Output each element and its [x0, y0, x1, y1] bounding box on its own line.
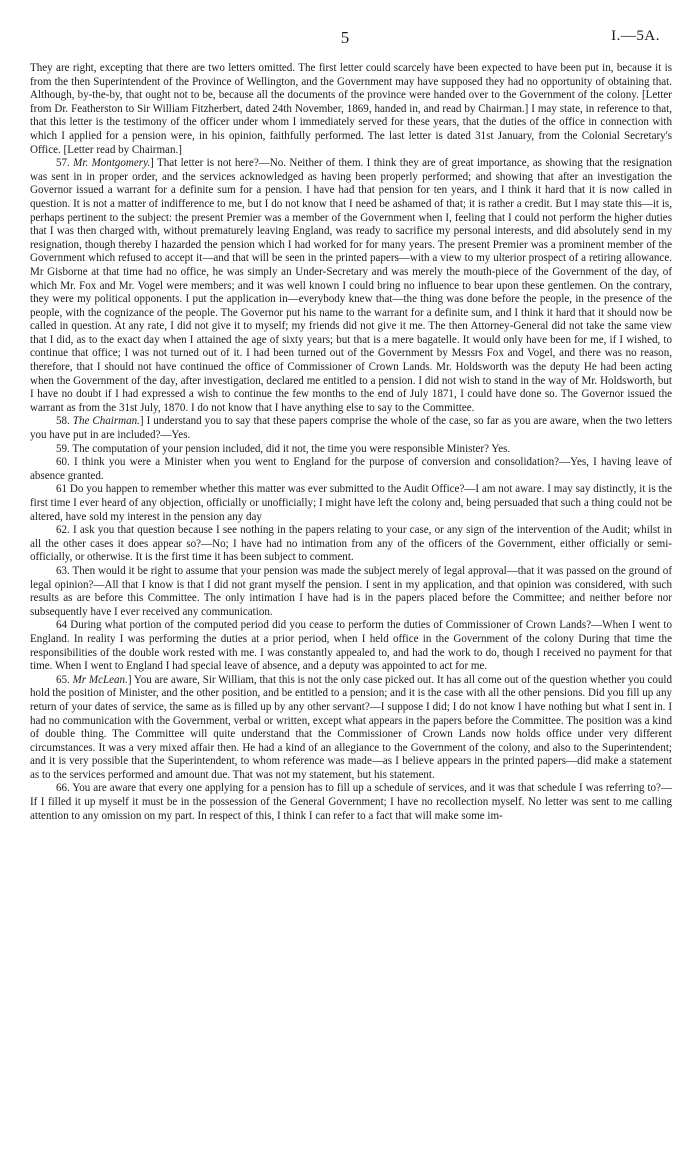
speaker-name: Mr McLean. — [72, 673, 128, 686]
paragraph-text: Do you happen to remember whether this matter was ever submitted to the Audit Office?—I am not aware. I may say distinctly, it is the first time I ever heard of any objection, officially or unofficially; I might have left the colony and, being persuaded that such a thing could not be altered, have sold my interest in the pension any day — [30, 483, 672, 523]
paragraph — [30, 565, 672, 619]
question-number: 66. — [56, 782, 70, 795]
paragraph-text: ] I understand you to say that these papers comprise the whole of the case, so far as you are aware, when the two letters you have put in are included?—Yes. — [30, 415, 673, 442]
page-header — [30, 28, 660, 52]
paragraph-text: I ask you that question because I see nothing in the papers relating to your case, or any sign of the intervention of the Audit; whilst in all the other cases it does appear so?—No; I have had no intimation from any of the officers of the Government, either officially or semi-officially, or otherwise. It is the first time it has been subject to comment. — [30, 524, 672, 564]
question-number: 62. — [56, 524, 70, 537]
paragraph-text: I think you were a Minister when you went to England for the purpose of conversion and consolidation?—Yes, I having leave of absence granted. — [30, 456, 673, 482]
page-number: 5 — [340, 28, 350, 47]
paragraph — [30, 157, 672, 415]
question-number: 59. — [56, 442, 70, 455]
paragraph-text: Then would it be right to assume that your pension was made the subject merely of legal approval—that it was passed on the ground of legal opinion?—All that I know is that I did not grant myself the pension. I sent in my application, and that opinion was considered, with such results as are before this Committee. The only intimation I have had is in the papers placed before the Committee; and neither before nor subsequently have I ever received any communication. — [30, 564, 673, 618]
paragraph-text: They are right, excepting that there are two letters omitted. The first letter could scarcely have been expected to have been put in, because it is from the then Superintendent of the Province of Wellington, and the Government may have supposed they had no opportunity of obtaining that. Although, by-the-by, that ought not to be, because all the documents of the province were handed over to the Government of the colony. [Letter from Dr. Featherston to Sir William Fitzherbert, dated 24th November, 1869, handed in, and read by Chairman.] I may state, in reference to that, that this letter is the testimony of the officer under whom I immediately served for these years, that the duties of the office in connection with which I applied for a pension were, in his opinion, faithfully performed. The last letter is dated 31st January, from the Colonial Secretary's Office. [Letter read by Chairman.] — [30, 62, 672, 156]
document-reference: I.—5A. — [611, 28, 660, 44]
paragraph-text: You are aware that every one applying for a pension has to fill up a schedule of services, and it was that schedule I was referring to?—If I filled it up myself it must be in the possession of the General Government; I have no recollection myself. No letter was sent to me calling attention to any omission on my part. In respect of this, I think I can refer to a fact that will make some im- — [30, 782, 672, 822]
paragraph — [30, 443, 672, 457]
question-number: 57. — [56, 157, 70, 170]
paragraph — [30, 415, 672, 442]
paragraph-text: ] You are aware, Sir William, that this is not the only case picked out. It has all come out of the question whether you could hold the position of Minister, and the other position, and be entitled to a pension; and it is the case with all the other pensions. Did you fill up any return of your dates of service, the same as is filled up by any other servant?—I suppose I did; I do not know I have nothing but what I sent in. I had no communication with the Government, verbal or written, except what appears in the papers before the Committee. The position was a kind of double thing. The Committee will quite understand that the Commissioner of Crown Lands now holds office under very different circumstances. It was a very mixed affair then. He had a kind of an allegiance to the Government of the colony, and also to the Superintendent; and it is very possible that the Superintendent, to whom reference was made—as I believe appears in the printed papers—did make a statement as to the services performed and amount due. That was not my statement, but his statement. — [30, 673, 673, 781]
paragraph — [30, 782, 672, 823]
question-number: 58. — [56, 415, 70, 428]
paragraph — [30, 674, 672, 783]
paragraph — [30, 456, 672, 483]
paragraph-text: ] That letter is not here?—No. Neither of them. I think they are of great importance, as showing that the resignation was sent in in proper order, and the services acknowledged as having been properly performed; and showing that after an investigation the Governor issued a warrant for a definite sum for a pension. I have had that pension for ten years, and I think it hard that it is now called in question. It is not a matter of indifference to me, but I do not know that I need be ashamed of that; it is rather a credit. But I may state this—it is, perhaps pertinent to the subject: the present Premier was a member of the Government when I, feeling that I could not perform the higher duties that I was then charged with, without prematurely leaving England, was ready to sacrifice my personal interests, and did absolutely send in my resignation, though thereby I hazarded the pension which I had worked for for many years. The present Premier was a prominent member of the Government which refused to accept it—and that will be seen in the printed papers—with a view to my ulterior prospect of a retiring allowance. Mr Gisborne at that time had no office, he was simply an Under-Secretary and was merely the mouth-piece of the Government of the day, of which Mr. Fox and Mr. Vogel were members; and it was well known I could bring no influence to bear upon these gentlemen. On the contrary, they were my political opponents. I put the application in—everybody knew that—the thing was done before the people, in the presence of the people, with the cognizance of the people. The Governor put his name to the warrant for a definite sum, and I think it hard that it should now be called in question. At any rate, I did not give it to myself; my friends did not give it me. The then Attorney-General did not take the same view that I did, as to the exact day when I attained the age of sixty years; but that is a mere bagatelle. It would only have been for me, if I wished, to continue that office; I was not turned out of it. I had been turned out of the Government by Messrs Fox and Vogel, and there was no reason, therefore, that I should not have continued the office of Commissioner of Crown Lands. Mr. Holdsworth was the deputy He had been acting when the Government of the day, after investigation, declared me entitled to a pension. I did not wish to stand in the way of Mr. Holdsworth, but I have no doubt if I had expressed a wish to continue the few months to the end of July 1871, I could have done so. The Governor issued the warrant as from the 31st July, 1870. I do not know that I have anything else to say to the Committee. — [30, 157, 672, 414]
question-number: 64 — [56, 619, 68, 632]
paragraph — [30, 62, 672, 157]
document-body — [30, 62, 672, 823]
question-number: 65. — [56, 673, 70, 686]
paragraph-text: During what portion of the computed period did you cease to perform the duties of Commissioner of Crown Lands?—When I went to England. In reality I was performing the duties at a prior period, when I held office in the Government of the colony During that time the responsibilities of the double work rested with me. I was constantly appealed to, and had the work to do, though I received no payment for that time. When I went to England I had special leave of absence, and a deputy was appointed to act for me. — [30, 619, 672, 673]
question-number: 60. — [56, 456, 70, 469]
question-number: 61 — [56, 483, 68, 496]
paragraph-text: The computation of your pension included, did it not, the time you were responsible Minister? Yes. — [72, 442, 511, 455]
question-number: 63. — [56, 564, 70, 577]
speaker-name: Mr. Montgomery. — [73, 157, 151, 170]
paragraph — [30, 619, 672, 673]
paragraph — [30, 524, 672, 565]
speaker-name: The Chairman. — [72, 415, 140, 428]
paragraph — [30, 483, 672, 524]
